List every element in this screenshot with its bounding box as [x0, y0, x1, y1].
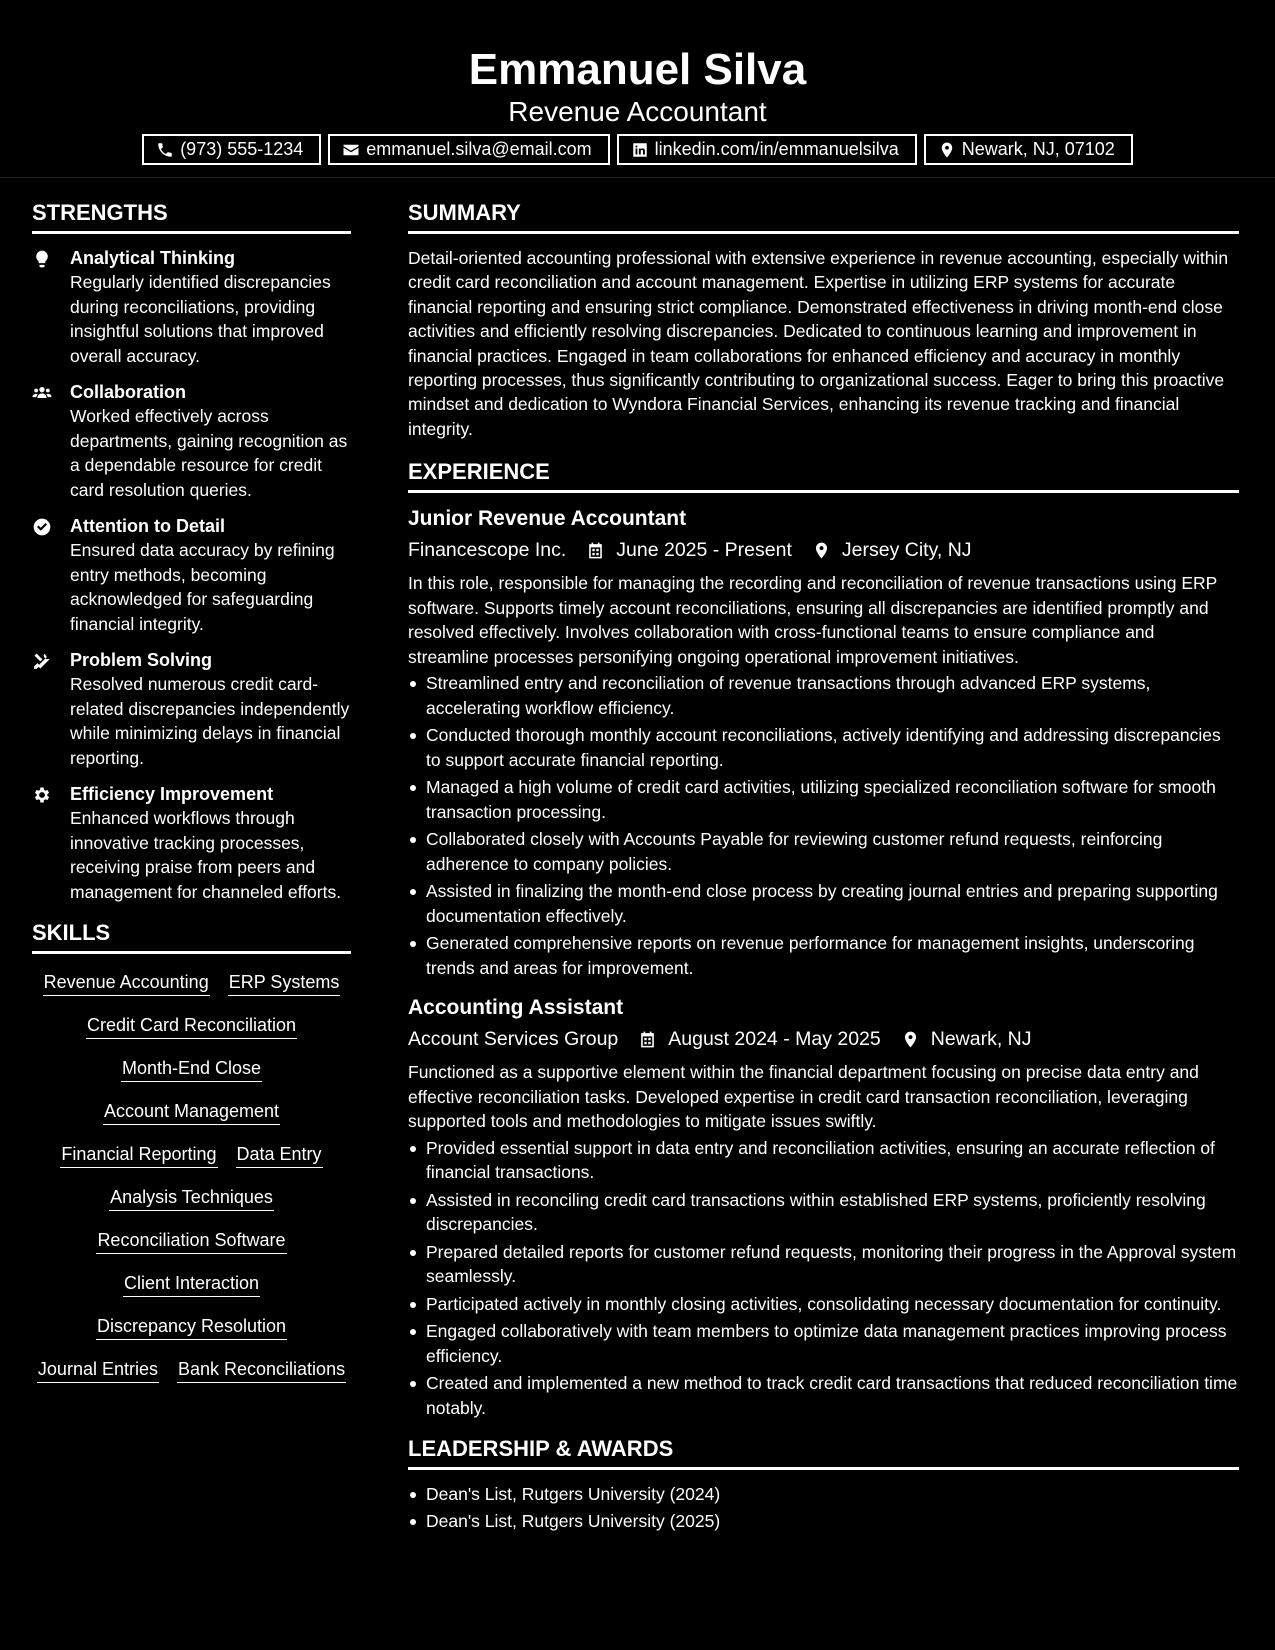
contact-linkedin[interactable]: [617, 134, 917, 165]
job-bullets: [408, 671, 1239, 980]
job-title: Junior Revenue Accountant: [408, 507, 687, 531]
list-item: Provided essential support in data entry and reconciliation activities, ensuring an accurate reflection of financial transactions.: [408, 1136, 1239, 1185]
skill-tag: Month-End Close: [121, 1056, 262, 1082]
skill-tag: ERP Systems: [228, 970, 341, 996]
skill-tag: Analysis Techniques: [109, 1185, 274, 1211]
map-pin-icon: [938, 141, 956, 159]
users-icon: [32, 383, 52, 403]
envelope-icon: [342, 141, 360, 159]
linkedin-icon: [631, 141, 649, 159]
skill-tag: Revenue Accounting: [43, 970, 210, 996]
contact-bar: [0, 134, 1275, 165]
strength-title: Analytical Thinking: [70, 248, 236, 268]
strength-item: [32, 514, 351, 636]
skill-tag: Reconciliation Software: [96, 1228, 286, 1254]
list-item: Conducted thorough monthly account reconciliations, actively identifying and addressing discrepancies to support accurate financial reporting.: [408, 723, 1239, 772]
job-dates: August 2024 - May 2025: [668, 1028, 881, 1051]
skill-tag: Credit Card Reconciliation: [86, 1013, 297, 1039]
strength-title: Collaboration: [70, 382, 186, 402]
skill-tag: Client Interaction: [123, 1271, 260, 1297]
strengths-heading: STRENGTHS: [32, 198, 351, 234]
job-title: Accounting Assistant: [408, 996, 624, 1020]
list-item: Dean's List, Rutgers University (2025): [408, 1509, 1239, 1534]
skill-tag: Bank Reconciliations: [177, 1357, 346, 1383]
awards-list: [408, 1482, 1239, 1533]
job-location: Jersey City, NJ: [841, 539, 972, 562]
strength-title: Problem Solving: [70, 650, 213, 670]
strength-desc: Ensured data accuracy by refining entry methods, becoming acknowledged for safeguarding financial integrity.: [70, 540, 335, 634]
strength-title: Efficiency Improvement: [70, 784, 274, 804]
gear-icon: [32, 785, 52, 805]
list-item: Dean's List, Rutgers University (2024): [408, 1482, 1239, 1507]
skills-list: [32, 966, 351, 1383]
check-circle-icon: [32, 517, 52, 537]
job-meta: [408, 1024, 1239, 1054]
contact-email[interactable]: [328, 134, 609, 165]
resume-header: [0, 0, 1275, 178]
experience-heading: EXPERIENCE: [408, 457, 1239, 493]
job-company: Account Services Group: [408, 1028, 619, 1051]
contact-location-text: Newark, NJ, 07102: [961, 139, 1115, 159]
phone-icon: [156, 141, 174, 159]
skill-tag: Discrepancy Resolution: [96, 1314, 287, 1340]
skill-tag: Financial Reporting: [60, 1142, 217, 1168]
job-description: Functioned as a supportive element within the financial department focusing on precise data entry and effective reconciliation tasks. Developed expertise in credit card transaction reconciliation, leveraging supported tools and methodologies to mitigate issues swiftly.: [408, 1062, 1199, 1132]
strength-item: [32, 648, 351, 770]
lightbulb-icon: [32, 249, 52, 269]
job-bullets: [408, 1136, 1239, 1421]
strength-desc: Enhanced workflows through innovative tracking processes, receiving praise from peers and management for channeled efforts.: [70, 808, 342, 902]
list-item: Participated actively in monthly closing activities, consolidating necessary documentation for continuity.: [408, 1292, 1239, 1317]
summary-heading: SUMMARY: [408, 198, 1239, 234]
map-pin-icon: [901, 1030, 920, 1049]
list-item: Assisted in reconciling credit card transactions within established ERP systems, proficiently resolving discrepancies.: [408, 1188, 1239, 1237]
list-item: Created and implemented a new method to track credit card transactions that reduced reconciliation time notably.: [408, 1371, 1239, 1420]
list-item: Prepared detailed reports for customer refund requests, monitoring their progress in the Approval system seamlessly.: [408, 1240, 1239, 1289]
job-company: Financescope Inc.: [408, 539, 567, 562]
list-item: Assisted in finalizing the month-end close process by creating journal entries and preparing supporting documentation effectively.: [408, 879, 1239, 928]
list-item: Engaged collaboratively with team members to optimize data management practices improving process efficiency.: [408, 1319, 1239, 1368]
contact-email-text: emmanuel.silva@email.com: [366, 139, 592, 159]
contact-linkedin-text: linkedin.com/in/emmanuelsilva: [654, 139, 899, 159]
job-dates: June 2025 - Present: [616, 539, 792, 562]
strength-desc: Regularly identified discrepancies during reconciliations, providing insightful solutions that improved overall accuracy.: [70, 272, 331, 366]
skill-tag: Data Entry: [236, 1142, 323, 1168]
contact-phone[interactable]: [142, 134, 321, 165]
strength-item: [32, 782, 351, 904]
candidate-title: Revenue Accountant: [508, 96, 767, 127]
strength-desc: Worked effectively across departments, gaining recognition as a dependable resource for credit card resolution queries.: [70, 406, 348, 500]
map-pin-icon: [812, 541, 831, 560]
strength-title: Attention to Detail: [70, 516, 225, 536]
right-column: [408, 198, 1239, 1535]
strength-item: [32, 380, 351, 502]
skill-tag: Journal Entries: [37, 1357, 159, 1383]
skills-heading: SKILLS: [32, 918, 351, 954]
contact-phone-text: (973) 555-1234: [180, 139, 304, 159]
list-item: Generated comprehensive reports on revenue performance for management insights, underscoring trends and areas for improvement.: [408, 931, 1239, 980]
summary-text: Detail-oriented accounting professional with extensive experience in revenue accounting, especially within credit card reconciliation and account management. Expertise in utilizing ERP systems for accurate financial reporting and ensuring strict compliance. Demonstrated effectiveness in driving month-end close activities and efficiently resolving discrepancies. Dedicated to continuous learning and improvement in financial practices. Engaged in team collaborations for enhanced efficiency and accuracy in monthly reporting processes, thus significantly contributing to organizational success. Eager to bring this proactive mindset and dedication to Wyndora Financial Services, enhancing its revenue tracking and financial integrity.: [408, 248, 1229, 439]
list-item: Streamlined entry and reconciliation of revenue transactions through advanced ERP systems, accelerating workflow efficiency.: [408, 671, 1239, 720]
list-item: Managed a high volume of credit card activities, utilizing specialized reconciliation software for smooth transaction processing.: [408, 775, 1239, 824]
contact-location[interactable]: [924, 134, 1133, 165]
strength-item: [32, 246, 351, 368]
job-meta: [408, 535, 1239, 565]
left-column: [32, 198, 351, 1383]
calendar-icon: [638, 1030, 657, 1049]
strength-desc: Resolved numerous credit card-related discrepancies independently while minimizing delays in financial reporting.: [70, 674, 350, 768]
tools-icon: [32, 651, 52, 671]
skill-tag: Account Management: [103, 1099, 280, 1125]
awards-heading: LEADERSHIP & AWARDS: [408, 1434, 1239, 1470]
job-entry: [408, 994, 1239, 1420]
list-item: Collaborated closely with Accounts Payable for reviewing customer refund requests, reinforcing adherence to company policies.: [408, 827, 1239, 876]
job-description: In this role, responsible for managing the recording and reconciliation of revenue transactions using ERP software. Supports timely account reconciliations, ensuring all discrepancies are identified promptly and resolved effectively. Involves collaboration with cross-functional teams to ensure compliance and streamline processes personifying ongoing operational improvement initiatives.: [408, 573, 1218, 667]
job-location: Newark, NJ: [930, 1028, 1032, 1051]
candidate-name: Emmanuel Silva: [468, 45, 807, 94]
job-entry: [408, 505, 1239, 980]
calendar-icon: [586, 541, 605, 560]
